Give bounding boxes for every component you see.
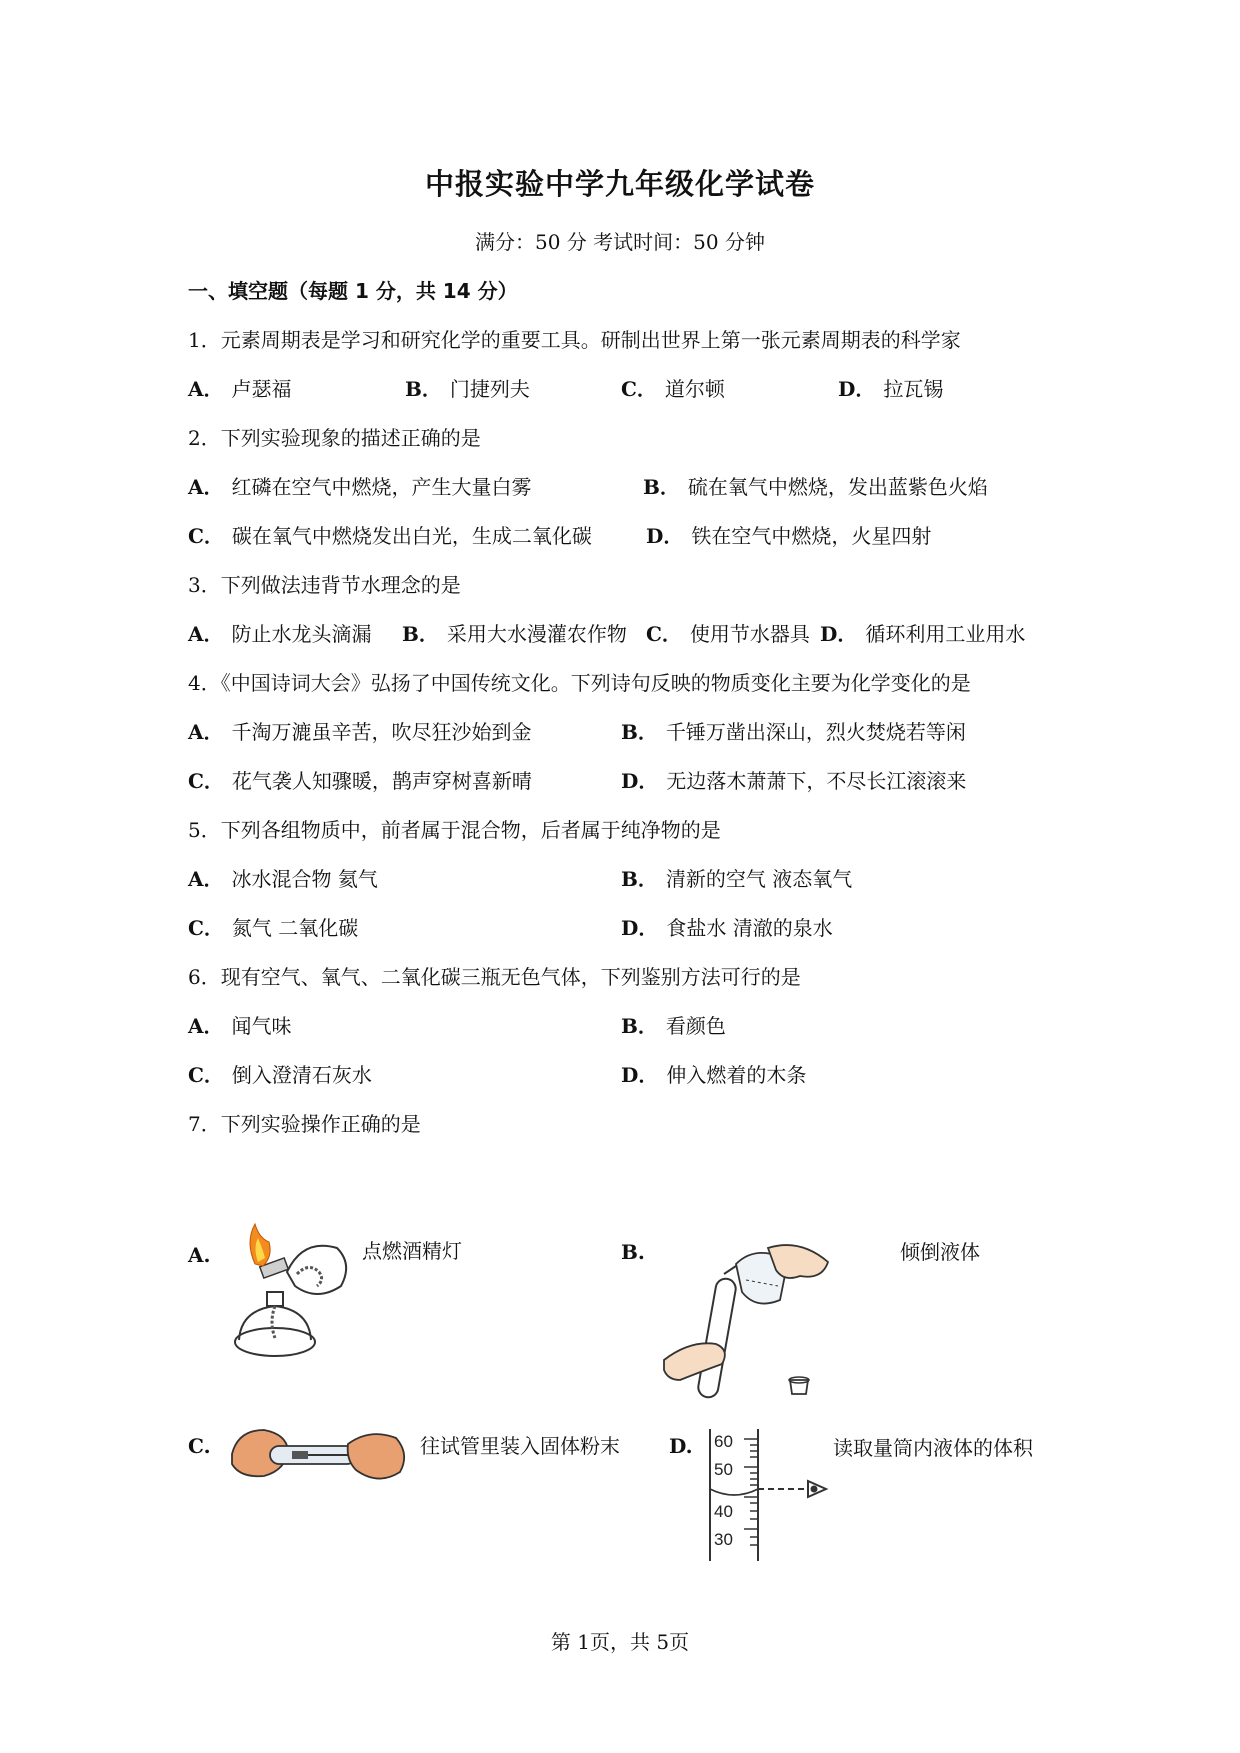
question-stem: 5．下列各组物质中，前者属于混合物，后者属于纯净物的是	[188, 818, 721, 842]
option-b: B． 采用大水漫灌农作物	[402, 622, 627, 646]
section-heading: 一、填空题（每题 1 分，共 14 分）	[188, 279, 518, 303]
option-b: B． 千锤万凿出深山，烈火焚烧若等闲	[621, 720, 966, 744]
scale-label: 40	[714, 1502, 733, 1521]
option-d: D． 无边落木萧萧下，不尽长江滚滚来	[621, 769, 967, 793]
option-a: A． 红磷在空气中燃烧，产生大量白雾	[188, 475, 532, 499]
test-tube-powder-illustration	[230, 1420, 410, 1490]
figure-a-label: A.	[188, 1243, 211, 1267]
question-stem: 7．下列实验操作正确的是	[188, 1112, 421, 1136]
option-d: D． 拉瓦锡	[838, 377, 944, 401]
figure-c-label: C.	[188, 1434, 211, 1458]
option-c: C． 花气袭人知骤暖，鹊声穿树喜新晴	[188, 769, 532, 793]
page-footer: 第 1页，共 5页	[550, 1630, 690, 1654]
option-a: A． 防止水龙头滴漏	[188, 622, 372, 646]
option-d: D． 循环利用工业用水	[820, 622, 1026, 646]
scale-label: 30	[714, 1530, 733, 1549]
option-b: B． 硫在氧气中燃烧，发出蓝紫色火焰	[643, 475, 988, 499]
option-b: B． 清新的空气 液态氧气	[621, 867, 853, 891]
question-stem: 6．现有空气、氧气、二氧化碳三瓶无色气体，下列鉴别方法可行的是	[188, 965, 801, 989]
option-a: A． 冰水混合物 氦气	[188, 867, 378, 891]
pouring-liquid-illustration	[660, 1240, 835, 1410]
figure-d-label: D.	[669, 1434, 693, 1458]
alcohol-lamp-illustration	[225, 1222, 365, 1367]
question-stem: 2．下列实验现象的描述正确的是	[188, 426, 481, 450]
option-d: D． 食盐水 清澈的泉水	[621, 916, 833, 940]
option-c: C． 道尔顿	[621, 377, 725, 401]
option-a: A． 闻气味	[188, 1014, 292, 1038]
scale-label: 50	[714, 1460, 733, 1479]
page-title: 中报实验中学九年级化学试卷	[424, 167, 815, 201]
option-b: B． 看颜色	[621, 1014, 726, 1038]
figure-a-caption: 点燃酒精灯	[362, 1239, 462, 1263]
option-c: C． 使用节水器具	[646, 622, 810, 646]
figure-d-caption: 读取量筒内液体的体积	[833, 1436, 1033, 1460]
option-a: A． 卢瑟福	[188, 377, 292, 401]
option-c: C． 倒入澄清石灰水	[188, 1063, 372, 1087]
option-c: C． 碳在氧气中燃烧发出白光，生成二氧化碳	[188, 524, 592, 548]
graduated-cylinder-illustration	[700, 1425, 835, 1565]
question-stem: 1．元素周期表是学习和研究化学的重要工具。研制出世界上第一张元素周期表的科学家	[188, 328, 961, 352]
scale-label: 60	[714, 1432, 733, 1451]
option-d: D． 铁在空气中燃烧，火星四射	[646, 524, 932, 548]
exam-info: 满分：50 分 考试时间：50 分钟	[475, 230, 765, 254]
option-d: D． 伸入燃着的木条	[621, 1063, 807, 1087]
question-stem: 3．下列做法违背节水理念的是	[188, 573, 461, 597]
figure-b-label: B.	[621, 1240, 645, 1264]
option-a: A． 千淘万漉虽辛苦，吹尽狂沙始到金	[188, 720, 532, 744]
option-b: B． 门捷列夫	[405, 377, 530, 401]
figure-c-caption: 往试管里装入固体粉末	[420, 1434, 620, 1458]
question-stem: 4．《中国诗词大会》弘扬了中国传统文化。下列诗句反映的物质变化主要为化学变化的是	[188, 671, 971, 695]
option-c: C． 氮气 二氧化碳	[188, 916, 359, 940]
figure-b-caption: 倾倒液体	[900, 1240, 980, 1264]
